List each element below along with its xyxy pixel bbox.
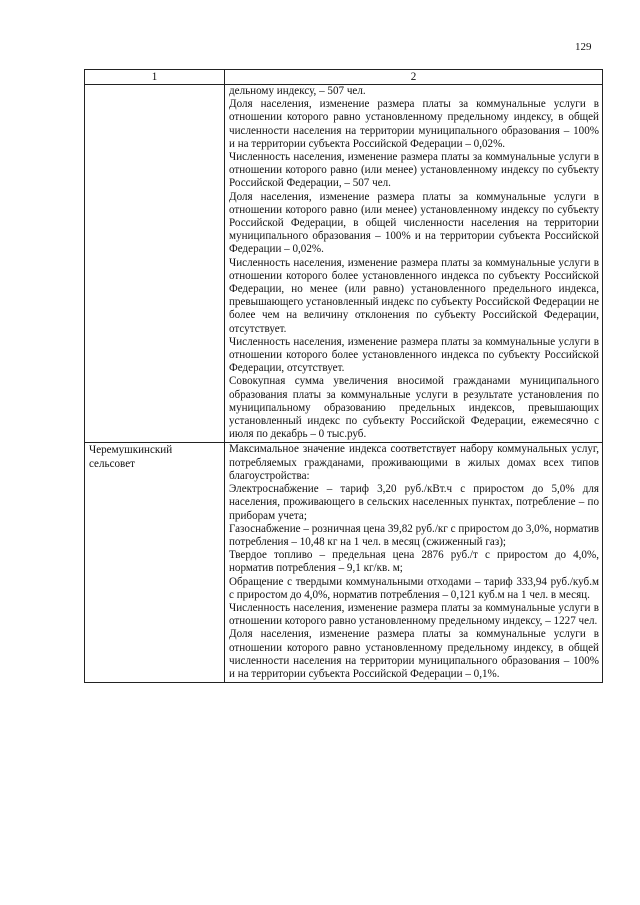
paragraph: Электроснабжение – тариф 3,20 руб./кВт.ч с приростом до 5,0% для населения, проживающего в сельских населенных пунктах, потребление – по приборам учета; bbox=[229, 483, 599, 522]
paragraph: Твердое топливо – предельная цена 2876 руб./т с приростом до 4,0%, норматив потребления – 9,1 кг/кв. м; bbox=[229, 549, 599, 575]
paragraph: Доля населения, изменение размера платы за коммунальные услуги в отношении которого равно установленному предельному индексу, в общей численности населения на территории муниципального образования – 100% и на территории субъекта Российской Федерации – 0,02%. bbox=[229, 98, 599, 150]
paragraph: Обращение с твердыми коммунальными отходами – тариф 333,94 руб./куб.м с приростом до 4,0%, норматив потребления – 0,121 куб.м на 1 чел. в месяц. bbox=[229, 575, 599, 601]
table-row bbox=[85, 85, 603, 443]
paragraph: Численность населения, изменение размера платы за коммунальные услуги в отношении которого более установленного индекса по субъекту Российской Федерации, но менее (или равно) установленного предельного индекса, превышающего установленный индекс по субъекту Российской Федерации не более чем на величину отклонения по субъекту Российской Федерации, отсутствует. bbox=[229, 256, 599, 335]
paragraph: Газоснабжение – розничная цена 39,82 руб./кг с приростом до 3,0%, норматив потребления – 10,48 кг на 1 чел. в месяц (сжиженный газ); bbox=[229, 522, 599, 548]
municipality-cell bbox=[85, 85, 225, 443]
paragraph: Численность населения, изменение размера платы за коммунальные услуги в отношении которого равно установленному предельному индексу, – 1227 чел. bbox=[229, 601, 599, 628]
municipality-cell: Черемушкинский сельсовет bbox=[85, 443, 225, 683]
paragraph: Численность населения, изменение размера платы за коммунальные услуги в отношении которого равно (или менее) установленному индексу по субъекту Российской Федерации, – 507 чел. bbox=[229, 151, 599, 190]
paragraph: Численность населения, изменение размера платы за коммунальные услуги в отношении которого более установленного индекса по субъекту Российской Федерации, отсутствует. bbox=[229, 335, 599, 375]
paragraph: Максимальное значение индекса соответствует набору коммунальных услуг, потребляемых гражданами, проживающими в жилых домах всех типов благоустройства: bbox=[229, 443, 599, 482]
description-cell bbox=[225, 443, 603, 683]
header-row bbox=[85, 70, 603, 85]
paragraph: Совокупная сумма увеличения вносимой гражданами муниципального образования платы за коммунальные услуги в результате установления по муниципальному образованию предельных индексов, превышающих установленный индекс по субъекту Российской Федерации, ежемесячно с июля по декабрь – 0 тыс.руб. bbox=[229, 375, 599, 441]
column-header: 1 bbox=[85, 70, 225, 85]
description-cell bbox=[225, 85, 603, 443]
document-table bbox=[84, 69, 603, 683]
paragraph: дельному индексу, – 507 чел. bbox=[229, 85, 366, 97]
paragraph: Доля населения, изменение размера платы за коммунальные услуги в отношении которого равно (или менее) установленному индексу по субъекту Российской Федерации, в общей численности населения на территории муниципального образования – 100% и на территории субъекта Российской Федерации – 0,02%. bbox=[229, 190, 599, 256]
column-header: 2 bbox=[225, 70, 603, 85]
table-row bbox=[85, 443, 603, 683]
page-number: 129 bbox=[575, 41, 592, 53]
paragraph: Доля населения, изменение размера платы за коммунальные услуги в отношении которого равно установленному предельному индексу, в общей численности населения на территории муниципального образования – 100% и на территории субъекта Российской Федерации – 0,1%. bbox=[229, 628, 599, 680]
